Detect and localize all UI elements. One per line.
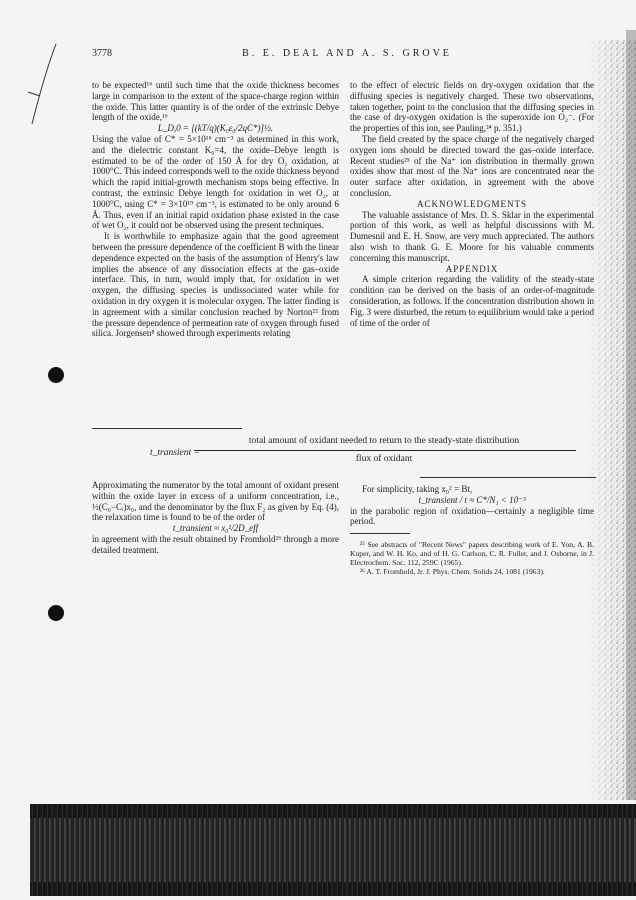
bottom-left-paragraph-1: Approximating the numerator by the total amount of oxidant present within the oxide layer in excess of a uniform concentration, i.e., ½(C₀−Cᵢ)x₀, and the denominator by the flux F₂ as given by Eq. (4), the relaxation time is found to be of the order of <box>92 480 339 523</box>
equation-denominator: flux of oxidant <box>355 454 413 464</box>
relaxation-time-equation: t_transient ≈ x₀²/2D_eff <box>172 523 259 534</box>
binder-hole-top <box>48 367 64 383</box>
fraction-bar <box>194 450 576 451</box>
right-paragraph-1: to the effect of electric fields on dry-oxygen oxidation that the diffusing species is negatively charged. These two observations, taken together, point to the conclusion that the diffusing species in the case of dry-oxygen oxidation is the superoxide ion O₂⁻. (For the properties of this ion, see Pauling,²⁴ p. 351.) <box>350 80 594 134</box>
scanner-strip-texture <box>30 818 636 882</box>
footnote-rule <box>350 533 410 534</box>
bottom-left-paragraph-2: in agreement with the result obtained by Fromhold²⁶ through a more detailed treatment. <box>92 533 339 555</box>
left-column <box>92 80 339 339</box>
page-number: 3778 <box>92 48 112 59</box>
right-paragraph-2: The field created by the space charge of the negatively charged oxygen ions should be directed toward the gas–oxide interface. Recent studies²⁵ of the Na⁺ ion distribution in thermally grown oxides show that most of the Na⁺ ions are concentrated near the outer surface after oxidation, in agreement with the above conclusion. <box>350 133 594 198</box>
left-paragraph-3: It is worthwhile to emphasize again that the good agreement between the pressure dependence of the coefficient B with the linear dependence expected on the basis of the assumption of Henry's law implies the absence of any dissociation effects at the gas–oxide interface. This, in turn, would imply that, for oxidation in wet oxygen, the diffusing species is undissociated water while for oxidation in dry oxygen it is molecular oxygen. The latter finding is in agreement with a similar conclusion reached by Norton²² from the pressure dependence of permeation rate of oxygen through fused silica. Jorgensen⁸ showed through experiments relating <box>92 231 339 339</box>
binder-hole-bottom <box>48 605 64 621</box>
footnote-26: ²⁶ A. T. Fromhold, Jr. J. Phys. Chem. Solids 24, 1081 (1963). <box>360 567 545 577</box>
footnote-25: ²⁵ See abstracts of "Recent News" papers describing work of E. Yon, A. B. Kuper, and W. H. Ko, and of H. G. Carlson, C. R. Fuller, and J. Osborne, in J. Electrochem. Soc. 112, 259C (1965). <box>350 540 594 568</box>
transient-time-equation <box>150 436 610 470</box>
running-header <box>92 48 602 64</box>
equation-lhs: t_transient = <box>150 448 200 458</box>
right-column <box>350 80 594 328</box>
bottom-right-column <box>350 484 594 576</box>
equation-top-rule <box>92 428 242 429</box>
bottom-left-column <box>92 480 339 556</box>
left-paragraph-1: to be expected¹⁶ until such time that the oxide thickness becomes large in comparison to the extent of the space-charge region within the oxide. This latter quantity is of the order of the extrinsic Debye length of the oxide,¹⁶ <box>92 80 339 123</box>
debye-length-equation: L_D,0 = [(kT/q)(K₀ε₀/2qC*)]½. <box>157 123 274 134</box>
scanner-dark-strip <box>30 804 636 896</box>
bottom-right-paragraph-2: in the parabolic region of oxidation—certainly a negligible time period. <box>350 505 594 527</box>
bottom-right-paragraph-1: For simplicity, taking x₀² = Bt, <box>362 484 473 494</box>
appendix-text: A simple criterion regarding the validity of the steady-state condition can be derived on the basis of an order-of-magnitude consideration, as follows. If the concentration distribution shown in Fig. 3 were disturbed, the return to equilibrium would take a period of time of the order of <box>350 274 594 328</box>
pen-mark <box>26 40 66 130</box>
running-title: B. E. DEAL AND A. S. GROVE <box>242 48 452 59</box>
footnotes <box>350 540 594 576</box>
acknowledgments-heading: ACKNOWLEDGMENTS <box>417 198 527 209</box>
appendix-heading: APPENDIX <box>445 263 499 274</box>
equation-numerator: total amount of oxidant needed to return to the steady-state distribution <box>248 436 520 446</box>
equation-bottom-rule <box>420 477 596 478</box>
acknowledgments-text: The valuable assistance of Mrs. D. S. Sklar in the experimental portion of this work, as well as helpful discussions with M. Dumesnil and E. H. Snow, are very much appreciated. The authors also wish to thank G. E. Moore for his valuable comments concerning this manuscript. <box>350 209 594 263</box>
ratio-equation: t_transient / t ≈ C*/N₁ < 10⁻³ <box>418 494 526 505</box>
left-paragraph-2: Using the value of C* = 5×10¹⁶ cm⁻³ as determined in this work, and the dielectric constant K₀=4, the oxide–Debye length is estimated to be of the order of 150 Å for dry O₂ oxidation, at 1000°C. This indeed corresponds well to the oxide thickness beyond which the rapid initial-growth mechanism stops being effective. In contrast, the extrinsic Debye length for oxidation in wet O₂, at 1000°C, using C* = 3×10¹⁹ cm⁻³, is estimated to be only around 6 Å. Thus, even if an initial rapid oxidation phase existed in the case of wet O₂, it could not be observed using the present techniques. <box>92 133 339 231</box>
